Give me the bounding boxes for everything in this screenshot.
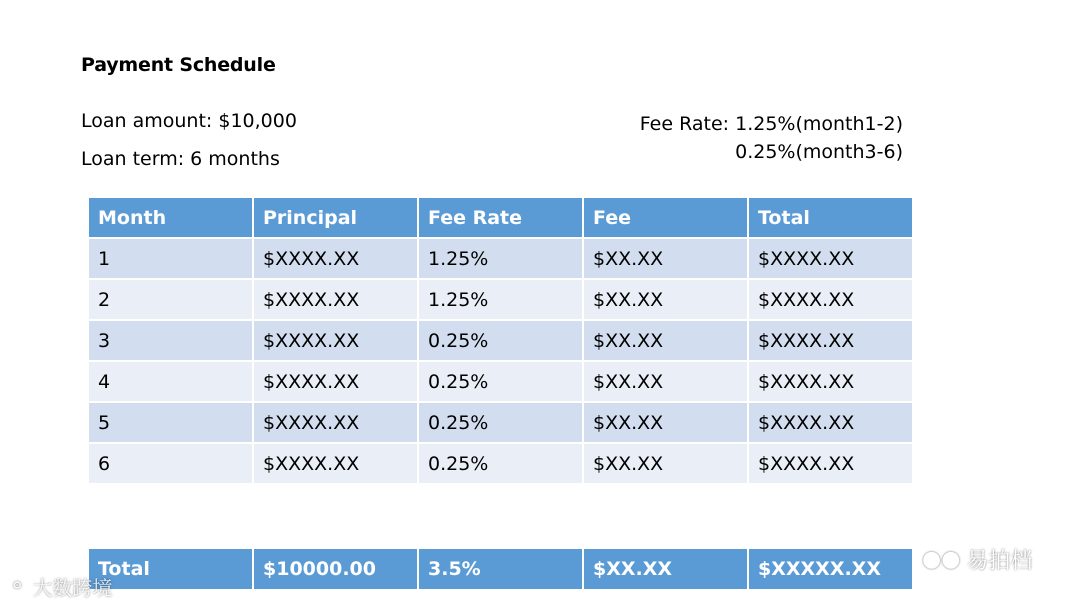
total-fee: $XX.XX [584,549,747,589]
cell-month: 5 [89,403,252,442]
cell-fee-rate: 1.25% [419,239,582,278]
total-fee-rate: 3.5% [419,549,582,589]
table-row [89,403,912,442]
watermark-right [922,544,1032,575]
table-row [89,280,912,319]
fee-rate-line-2: 0.25%(month3-6) [735,141,903,163]
cell-principal: $XXXX.XX [254,444,417,483]
cell-principal: $XXXX.XX [254,280,417,319]
cell-total: $XXXX.XX [749,362,912,401]
cell-principal: $XXXX.XX [254,321,417,360]
table-row [89,321,912,360]
total-amount: $XXXXX.XX [749,549,912,589]
header-fee-rate: Fee Rate [419,198,582,237]
page-title: Payment Schedule [81,54,276,76]
payment-schedule-table [87,196,914,485]
watermark-right-text: 易拍档 [966,549,1033,574]
cell-month: 3 [89,321,252,360]
cell-month: 6 [89,444,252,483]
cell-month: 2 [89,280,252,319]
cell-principal: $XXXX.XX [254,362,417,401]
loan-amount: Loan amount: $10,000 [81,110,297,132]
cell-month: 1 [89,239,252,278]
cell-fee: $XX.XX [584,239,747,278]
total-row-table [87,547,914,591]
cell-fee-rate: 0.25% [419,403,582,442]
cell-fee: $XX.XX [584,362,747,401]
fee-rate-line-1: Fee Rate: 1.25%(month1-2) [639,113,903,135]
cell-total: $XXXX.XX [749,280,912,319]
cell-fee-rate: 0.25% [419,321,582,360]
total-principal: $10000.00 [254,549,417,589]
weibo-icon: ⚬ [8,574,27,599]
fee-rate-info [640,110,903,166]
cell-month: 4 [89,362,252,401]
header-fee: Fee [584,198,747,237]
table-header-row [89,198,912,237]
table-row [89,239,912,278]
cell-fee: $XX.XX [584,444,747,483]
cell-fee-rate: 1.25% [419,280,582,319]
cell-principal: $XXXX.XX [254,239,417,278]
header-month: Month [89,198,252,237]
header-total: Total [749,198,912,237]
table-row [89,362,912,401]
cell-total: $XXXX.XX [749,403,912,442]
total-label: Total [89,549,252,589]
total-row [89,549,912,589]
cell-fee: $XX.XX [584,321,747,360]
cell-total: $XXXX.XX [749,321,912,360]
watermark-left [8,572,112,601]
loan-term: Loan term: 6 months [81,148,280,170]
table-row [89,444,912,483]
watermark-left-text: 大数跨境 [32,576,113,600]
header-principal: Principal [254,198,417,237]
cell-fee-rate: 0.25% [419,362,582,401]
cell-total: $XXXX.XX [749,239,912,278]
cell-fee-rate: 0.25% [419,444,582,483]
cell-fee: $XX.XX [584,403,747,442]
cell-principal: $XXXX.XX [254,403,417,442]
wechat-icon: ●● [922,547,961,572]
cell-fee: $XX.XX [584,280,747,319]
cell-total: $XXXX.XX [749,444,912,483]
